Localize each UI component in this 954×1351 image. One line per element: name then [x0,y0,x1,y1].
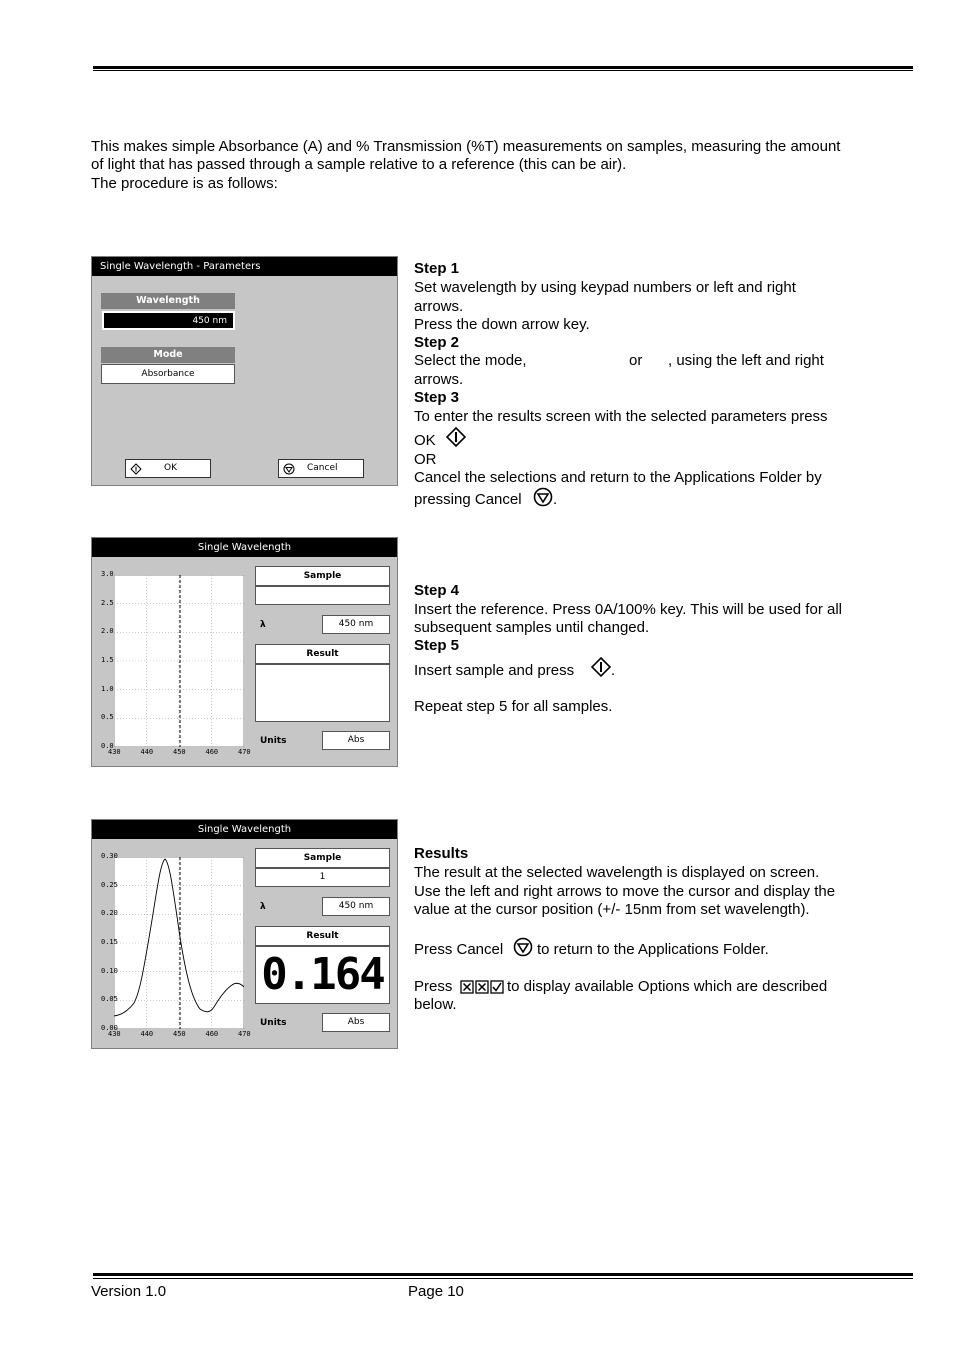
results-line-5a: Press [414,978,453,995]
intro-line-1: This makes simple Absorbance (A) and % Transmission (%T) measurements on samples, measuring the amount [91,138,841,155]
results-line-4b: to return to the Applications Folder. [537,941,769,958]
step5-line-1: Insert sample and press [414,662,575,679]
result-label: Result [306,931,339,941]
sample-label: Sample [303,853,342,863]
lambda-label: λ [260,902,266,912]
step1-line-3: Press the down arrow key. [414,316,590,333]
cancel-key-icon [513,937,533,957]
step5-period: . [611,662,616,679]
step1-line-1: Set wavelength by using keypad numbers or left and right [414,279,796,296]
step2-line-1c: , using the left and right [668,352,824,369]
cancel-key-icon [533,487,553,507]
units-field [322,731,390,750]
y-tick-label: 0.25 [101,880,118,889]
units-value: Abs [347,1017,365,1027]
options-key-icon [460,980,504,994]
step5-line-2: Repeat step 5 for all samples. [414,698,613,715]
results-line-5b: to display available Options which are described [507,978,828,995]
step2-title: Step 2 [414,334,460,351]
result-label: Result [306,649,339,659]
cancel-button-label: Cancel [307,463,338,473]
units-label: Units [260,1018,287,1028]
parameters-screenshot [91,256,398,486]
intro-line-3: The procedure is as follows: [91,175,278,192]
header-rule-thin [93,70,913,71]
units-field [322,1013,390,1032]
y-tick-label: 2.0 [101,627,114,636]
mode-value: Absorbance [141,369,195,379]
result-screenshot [91,819,398,1049]
step2-line-2: arrows. [414,371,464,388]
y-tick-label: 3.0 [101,570,114,578]
header-rule-thick [93,66,913,69]
step2-line-1b: or [629,352,643,369]
lambda-field [322,615,390,634]
measurement-title: Single Wavelength [197,542,292,553]
x-tick-label: 460 [205,748,219,756]
x-tick-label: 460 [205,1030,219,1038]
y-tick-label: 0.00 [101,1024,118,1032]
lambda-field [322,897,390,916]
y-tick-label: 0.10 [101,966,118,975]
results-line-6: below. [414,996,457,1013]
ok-button[interactable] [125,459,211,478]
y-tick-label: 2.5 [101,598,114,607]
step3-line-3: OR [414,451,437,468]
step5-title: Step 5 [414,637,460,654]
wavelength-label: Wavelength [101,293,235,309]
step3-line-4: Cancel the selections and return to the Applications Folder by [414,469,822,486]
results-line-4a: Press Cancel [414,941,504,958]
y-tick-label: 0.30 [101,852,118,860]
x-tick-label: 440 [140,748,154,756]
step3-line-1: To enter the results screen with the selected parameters press [414,408,828,425]
step4-line-2: subsequent samples until changed. [414,619,650,636]
spectrum-graph [114,857,244,1029]
y-tick-label: 0.15 [101,938,118,946]
y-tick-label: 1.5 [101,656,114,664]
x-tick-label: 470 [238,748,251,756]
footer-rule-thin [93,1278,913,1279]
parameters-title: Single Wavelength - Parameters [100,261,261,272]
lambda-label: λ [260,620,266,630]
units-label: Units [260,736,287,746]
mode-field[interactable] [101,364,235,384]
sample-label: Sample [303,571,342,581]
results-title: Results [414,845,469,862]
y-tick-label: 0.05 [101,995,118,1004]
lambda-value: 450 nm [338,901,374,911]
results-line-3: value at the cursor position (+/- 15nm from set wavelength). [414,901,810,918]
cancel-button[interactable] [278,459,364,478]
results-line-1: The result at the selected wavelength is displayed on screen. [414,864,820,881]
sample-label-box [255,566,390,586]
parameters-title-bar [92,257,397,276]
step3-period: . [553,491,558,508]
cancel-key-icon [283,463,295,475]
x-tick-label: 430 [108,748,121,756]
step1-line-2: arrows. [414,298,464,315]
result-value-box [255,664,390,722]
measurement-title-bar [92,538,397,557]
y-tick-label: 0.0 [101,742,114,750]
x-tick-label: 440 [140,1030,154,1038]
y-tick-label: 1.0 [101,684,114,693]
mode-label: Mode [101,347,235,363]
step3-line-2: OK [414,432,436,449]
result-label-box [255,644,390,664]
x-tick-label: 470 [238,1030,251,1038]
result-value-box [255,946,390,1004]
sample-value: 1 [319,872,326,882]
ok-key-icon [130,463,142,475]
step4-line-1: Insert the reference. Press 0A/100% key. This will be used for all [414,601,842,618]
step3-title: Step 3 [414,389,460,406]
intro-line-2: of light that has passed through a sample relative to a reference (this can be air). [91,156,627,173]
results-line-2: Use the left and right arrows to move the cursor and display the [414,883,836,900]
footer-version: Version 1.0 [91,1283,167,1300]
footer-page: Page 10 [408,1283,464,1300]
result-label-box [255,926,390,946]
footer-rule-thick [93,1273,913,1276]
step1-title: Step 1 [414,260,460,277]
x-tick-label: 450 [173,1030,186,1038]
x-tick-label: 450 [173,748,186,756]
sample-label-box [255,848,390,868]
result-value: 0.164 [261,949,384,1000]
absorbance-graph [114,575,244,747]
result-title-bar [92,820,397,839]
x-tick-label: 430 [108,1030,121,1038]
ok-key-icon [446,427,466,447]
step2-line-1a: Select the mode, [414,352,527,369]
sample-value-box [255,868,390,887]
measurement-screenshot [91,537,398,767]
step3-line-5: pressing Cancel [414,491,522,508]
y-tick-label: 0.20 [101,909,118,918]
wavelength-field[interactable] [102,311,235,330]
lambda-value: 450 nm [338,619,374,629]
sample-value-box [255,586,390,605]
ok-button-label: OK [164,463,177,473]
wavelength-value: 450 nm [192,316,227,326]
step4-title: Step 4 [414,582,460,599]
ok-key-icon [591,657,611,677]
units-value: Abs [347,735,365,745]
y-tick-label: 0.5 [101,713,114,722]
result-title: Single Wavelength [197,824,292,835]
